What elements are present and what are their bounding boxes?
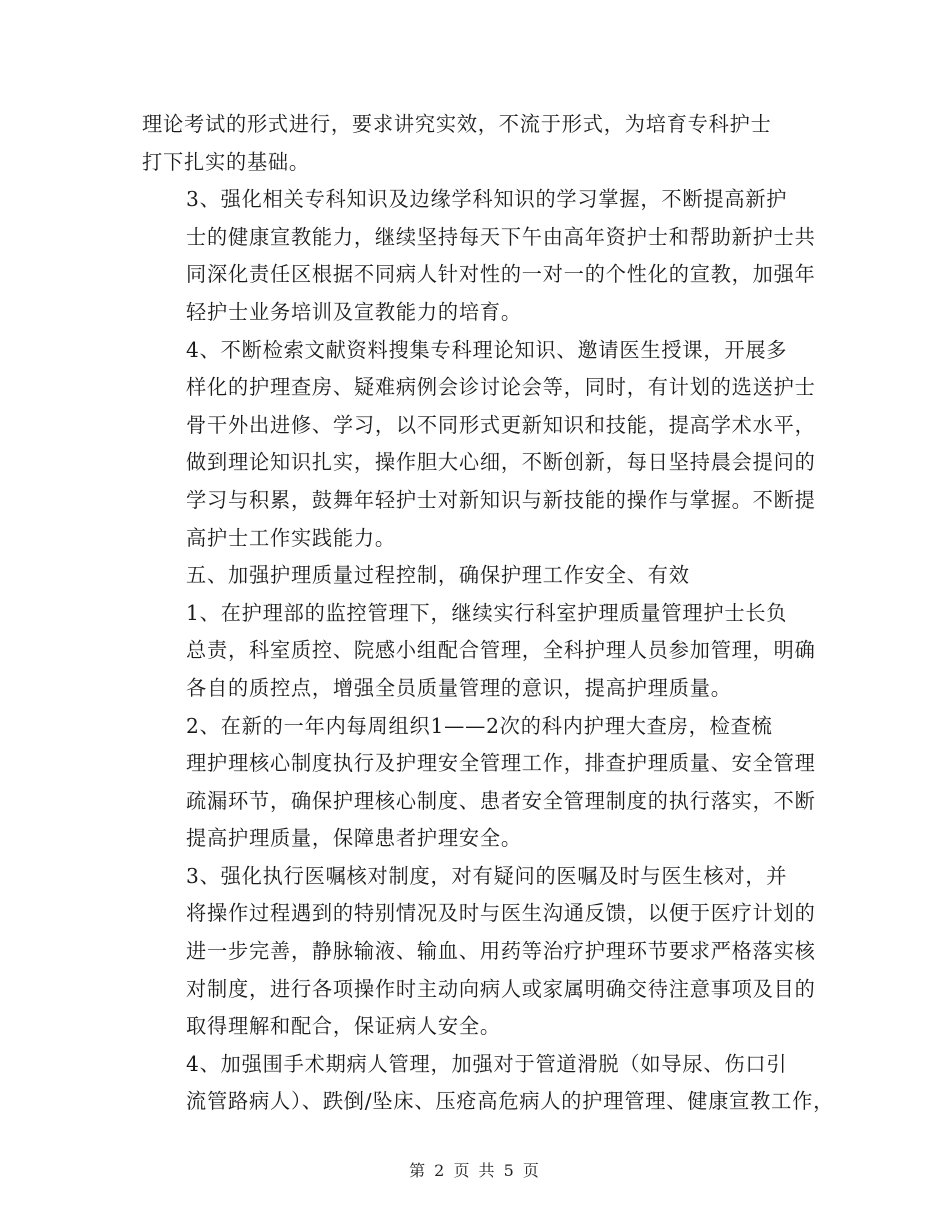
- text-line: 学习与积累，鼓舞年轻护士对新知识与新技能的操作与掌握。不断提: [186, 487, 816, 512]
- text-line: 同深化责任区根据不同病人针对性的一对一的个性化的宣教，加强年: [186, 262, 816, 287]
- text-line: 3、强化执行医嘱核对制度，对有疑问的医嘱及时与医生核对，并: [186, 863, 788, 888]
- paragraph: [142, 332, 816, 558]
- text-line: 士的健康宣教能力，继续坚持每天下午由高年资护士和帮助新护士共: [186, 224, 816, 249]
- paragraph: [142, 557, 810, 595]
- text-line: 提高护理质量，保障患者护理安全。: [186, 826, 522, 851]
- text-line: 各自的质控点，增强全员质量管理的意识，提高护理质量。: [186, 675, 732, 700]
- text-line: 高护士工作实践能力。: [186, 525, 396, 550]
- text-line: 做到理论知识扎实，操作胆大心细，不断创新，每日坚持晨会提问的: [186, 450, 816, 475]
- paragraph: [142, 181, 816, 331]
- text-line: 理护理核心制度执行及护理安全管理工作，排查护理质量、安全管理: [186, 751, 816, 776]
- paragraph: [142, 1046, 835, 1121]
- text-line: 进一步完善，静脉输液、输血、用药等治疗护理环节要求严格落实核: [186, 939, 816, 964]
- text-line: 打下扎实的基础。: [142, 149, 310, 174]
- text-line: 对制度，进行各项操作时主动向病人或家属明确交待注意事项及目的: [186, 976, 816, 1001]
- text-line: 3、强化相关专科知识及边缘学科知识的学习掌握，不断提高新护: [186, 187, 788, 212]
- page-footer: 第 2 页 共 5 页: [409, 1161, 541, 1180]
- text-line: 轻护士业务培训及宣教能力的培育。: [186, 299, 522, 324]
- text-line: 取得理解和配合，保证病人安全。: [186, 1014, 501, 1039]
- text-line: 总责，科室质控、院感小组配合管理，全科护理人员参加管理，明确: [186, 638, 816, 663]
- text-line: 五、加强护理质量过程控制，确保护理工作安全、有效: [186, 563, 690, 588]
- text-line: 将操作过程遇到的特别情况及时与医生沟通反馈，以便于医疗计划的: [186, 901, 816, 926]
- paragraph: [142, 595, 816, 708]
- text-line: 流管路病人）、跌倒/坠床、压疮高危病人的护理管理、健康宣教工作，: [186, 1089, 835, 1114]
- text-line: 4、不断检索文献资料搜集专科理论知识、邀请医生授课，开展多: [186, 337, 788, 362]
- text-line: 2、在新的一年内每周组织1——2次的科内护理大查房，检查梳: [186, 713, 773, 738]
- text-line: 样化的护理查房、疑难病例会诊讨论会等，同时，有计划的选送护士: [186, 375, 816, 400]
- text-line: 疏漏环节，确保护理核心制度、患者安全管理制度的执行落实，不断: [186, 788, 816, 813]
- paragraph: [142, 858, 816, 1046]
- paragraph: [142, 106, 810, 181]
- paragraph: [142, 708, 816, 858]
- text-line: 4、加强围手术期病人管理，加强对于管道滑脱（如导尿、伤口引: [186, 1051, 788, 1076]
- text-line: 理论考试的形式进行，要求讲究实效，不流于形式，为培育专科护士: [142, 112, 772, 136]
- document-body: [142, 106, 835, 1121]
- text-line: 骨干外出进修、学习，以不同形式更新知识和技能，提高学术水平，: [186, 412, 816, 437]
- text-line: 1、在护理部的监控管理下，继续实行科室护理质量管理护士长负: [186, 600, 788, 625]
